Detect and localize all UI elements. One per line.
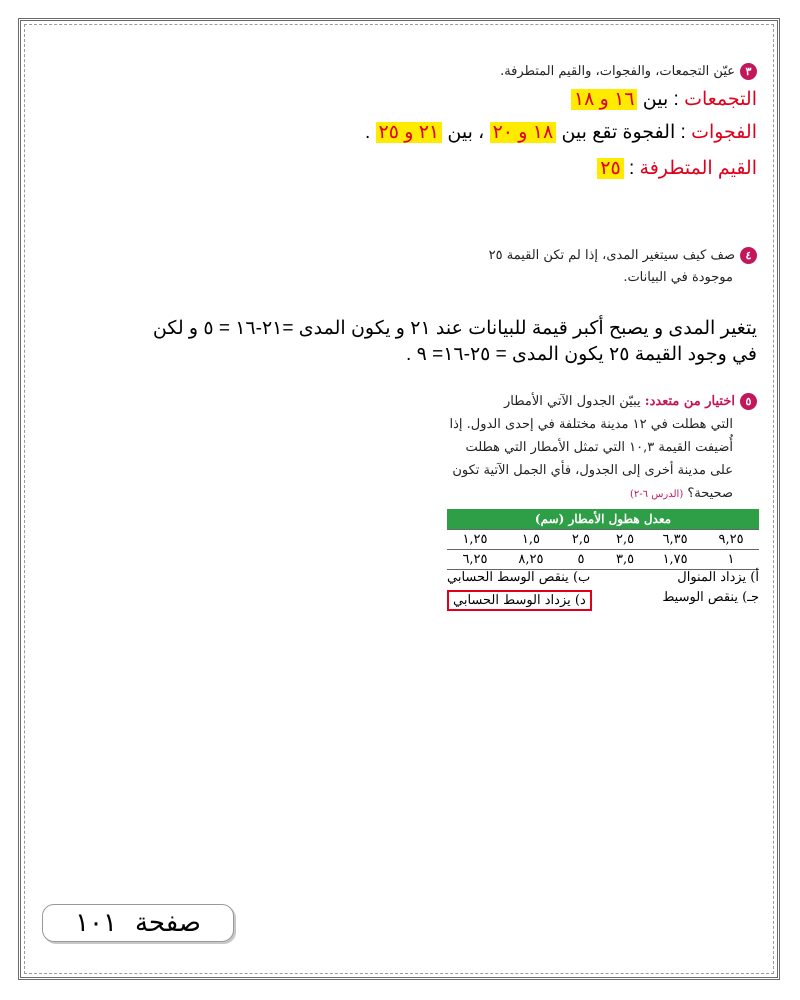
table-cell: ١ [703,550,759,570]
question-3 [500,63,757,80]
question-line: يبيّن الجدول الآتي الأمطار [504,394,645,409]
choice-a: أ) يزداد المنوال [677,570,759,585]
lesson-reference: (الدرس ٦-٢) [629,489,684,500]
gaps-value-2: ٢١ و ٢٥ [376,122,443,143]
question-line: على مدينة أخرى إلى الجدول، فأي الجمل الآتية تكون [452,463,733,478]
clusters-label: التجمعات [684,89,757,110]
question-line: صف كيف سيتغير المدى، إذا لم تكن القيمة ٢٥ [488,248,735,263]
multiple-choice-title: اختيار من متعدد: [644,394,735,409]
table-cell: ٢,٥ [559,530,603,550]
table-cell: ٢,٥ [603,530,647,550]
question-line: التي هطلت في ١٢ مدينة مختلفة في إحدى الدول. إذا [449,417,733,432]
gaps-value-1: ١٨ و ٢٠ [490,122,557,143]
table-row [447,530,759,550]
table-cell: ٥ [559,550,603,570]
page-number-badge [42,904,234,942]
page-number: ١٠١ [75,908,117,938]
gaps-answer [365,121,757,144]
question-text: عيّن التجمعات، والفجوات، والقيم المتطرفة. [500,64,735,79]
table-cell: ٣,٥ [603,550,647,570]
question-4 [489,245,757,289]
table-cell: ١,٢٥ [447,530,503,550]
question-line: أُضيفت القيمة ١٠,٣ التي تمثل الأمطار التي هطلت [465,440,733,455]
answer-line: يتغير المدى و يصبح أكبر قيمة للبيانات عند ٢١ و يكون المدى =٢١-١٦ = ٥ و لكن [152,318,757,339]
clusters-answer [571,88,757,111]
question-line: صحيحة؟ [687,486,733,501]
question-line: موجودة في البيانات. [623,270,733,285]
answer-choices [447,570,759,616]
question-number-badge: ٣ [740,63,757,80]
question-number-badge: ٥ [740,393,757,410]
rainfall-table [447,509,759,570]
table-cell: ٦,٢٥ [447,550,503,570]
table-cell: ٦,٣٥ [647,530,703,550]
choice-b: ب) ينقص الوسط الحسابي [447,570,591,585]
gaps-label: الفجوات [691,122,757,143]
answer-line: في وجود القيمة ٢٥ يكون المدى = ٢٥-١٦= ٩ . [406,344,757,365]
question-5 [437,390,757,506]
table-row [447,550,759,570]
table-cell: ٩,٢٥ [703,530,759,550]
outliers-label: القيم المتطرفة [639,158,757,179]
page-label: صفحة [134,908,201,938]
outliers-answer [597,157,757,180]
range-answer [37,316,757,368]
table-header: معدل هطول الأمطار (سم) [447,509,759,530]
clusters-prefix: : بين [637,89,685,110]
outliers-value: ٢٥ [597,158,623,179]
table-cell: ٨,٢٥ [503,550,559,570]
gaps-prefix: : الفجوة تقع بين [556,122,692,143]
clusters-value: ١٦ و ١٨ [571,89,638,110]
outliers-prefix: : [623,158,640,179]
gaps-mid: ، بين [442,122,490,143]
gaps-end: . [364,122,376,143]
table-cell: ١,٧٥ [647,550,703,570]
choice-d-selected: د) يزداد الوسط الحسابي [447,590,592,611]
table-cell: ١,٥ [503,530,559,550]
choice-c: جـ) ينقص الوسيط [662,590,759,605]
question-number-badge: ٤ [740,247,757,264]
